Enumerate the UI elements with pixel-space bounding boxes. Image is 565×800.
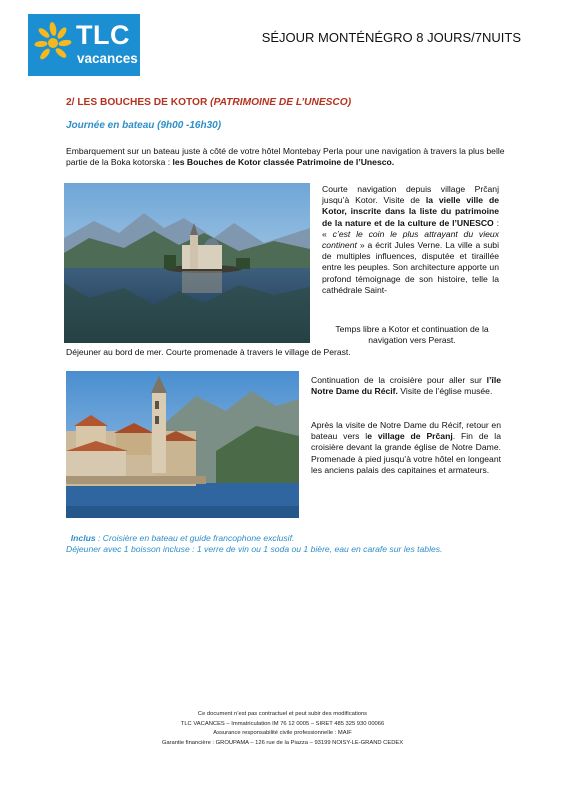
intro-bold: les Bouches de Kotor classée Patrimoine de l’Unesco. bbox=[172, 157, 395, 168]
dejeuner-paragraph: Déjeuner au bord de mer. Courte promenade à travers le village de Perast. bbox=[66, 347, 351, 357]
footer bbox=[0, 710, 565, 749]
section-title-main: 2/ LES BOUCHES DE KOTOR bbox=[66, 97, 211, 108]
intro-paragraph bbox=[66, 146, 506, 168]
kotor-text-end: » a écrit Jules Verne. La ville a subi de multiples influences, disputée et tiraillée entre les peuples. Son architecture apporte un profond témoignage de son histoire, telle la cathédrale Saint- bbox=[322, 240, 499, 295]
kotor-paragraph bbox=[322, 184, 499, 296]
recif-text-bold: l’île Notre Dame du Récif. bbox=[311, 375, 501, 397]
recif-text-1: Continuation de la croisière pour aller sur bbox=[311, 375, 487, 385]
logo-subtitle: vacances bbox=[77, 51, 138, 66]
kotor-text-1: Courte navigation depuis village Prčanj jusqu’à Kotor. Visite de bbox=[322, 184, 499, 206]
section-title bbox=[66, 97, 351, 108]
inclus-line-1 bbox=[66, 533, 442, 544]
retour-paragraph bbox=[311, 420, 501, 476]
island-church-photo bbox=[64, 183, 310, 343]
kotor-text-mid: : « bbox=[322, 217, 500, 239]
document-title: SÉJOUR MONTÉNÉGRO 8 JOURS/7NUITS bbox=[261, 30, 521, 45]
footer-line: Garantie financière : GROUPAMA – 126 rue de la Piazza – 93199 NOISY-LE-GRAND CEDEX bbox=[161, 740, 404, 747]
recif-paragraph bbox=[311, 375, 501, 397]
footer-line: Ce document n’est pas contractuel et peut subir des modifications bbox=[197, 711, 368, 717]
logo-brand: TLC bbox=[76, 20, 130, 50]
kotor-text-bold: la vielle ville de Kotor, inscrite dans la liste du patrimoine de la nature et de la culture de l’UNESCO bbox=[322, 195, 500, 228]
inclus-line-2: Déjeuner avec 1 boisson incluse : 1 verre de vin ou 1 soda ou 1 bière, eau en carafe sur les tables. bbox=[66, 544, 443, 555]
retour-text-end: . Fin de la croisière devant la grande église de Notre Dame. Promenade à pied jusqu’à votre hôtel en longeant les anciens palais des capitaines et armateurs. bbox=[311, 431, 501, 475]
recif-text-end: Visite de l’église musée. bbox=[397, 386, 493, 397]
tlc-logo bbox=[28, 14, 140, 76]
footer-line: TLC VACANCES – Immatriculation IM 76 12 0005 – SIRET 485 325 930 00066 bbox=[180, 720, 385, 727]
inclus-text-1: : Croisière en bateau et guide francophone exclusif. bbox=[95, 533, 295, 543]
kotor-quote: c’est le coin le plus attrayant du vieux continent bbox=[322, 228, 499, 251]
section-title-italic: (PATRIMOINE DE L’UNESCO) bbox=[210, 97, 352, 108]
retour-text-1: Après la visite de Notre Dame du Récif, retour en bateau vers l bbox=[311, 420, 501, 442]
intro-text: Embarquement sur un bateau juste à côté de votre hôtel Montebay Perla pour une navigation à travers la plus belle partie de la Boka kotorska : bbox=[66, 146, 505, 168]
perast-village-photo bbox=[66, 371, 299, 518]
footer-line: Assurance responsabilité civile professionnelle : MAIF bbox=[213, 730, 352, 737]
inclus-label: Inclus bbox=[70, 533, 96, 543]
inclus-block bbox=[66, 533, 442, 555]
retour-text-bold: e village de Prčanj bbox=[367, 431, 453, 442]
day-subtitle: Journée en bateau (9h00 -16h30) bbox=[66, 120, 222, 131]
temps-libre-paragraph: Temps libre a Kotor et continuation de la navigation vers Perast. bbox=[335, 324, 489, 346]
